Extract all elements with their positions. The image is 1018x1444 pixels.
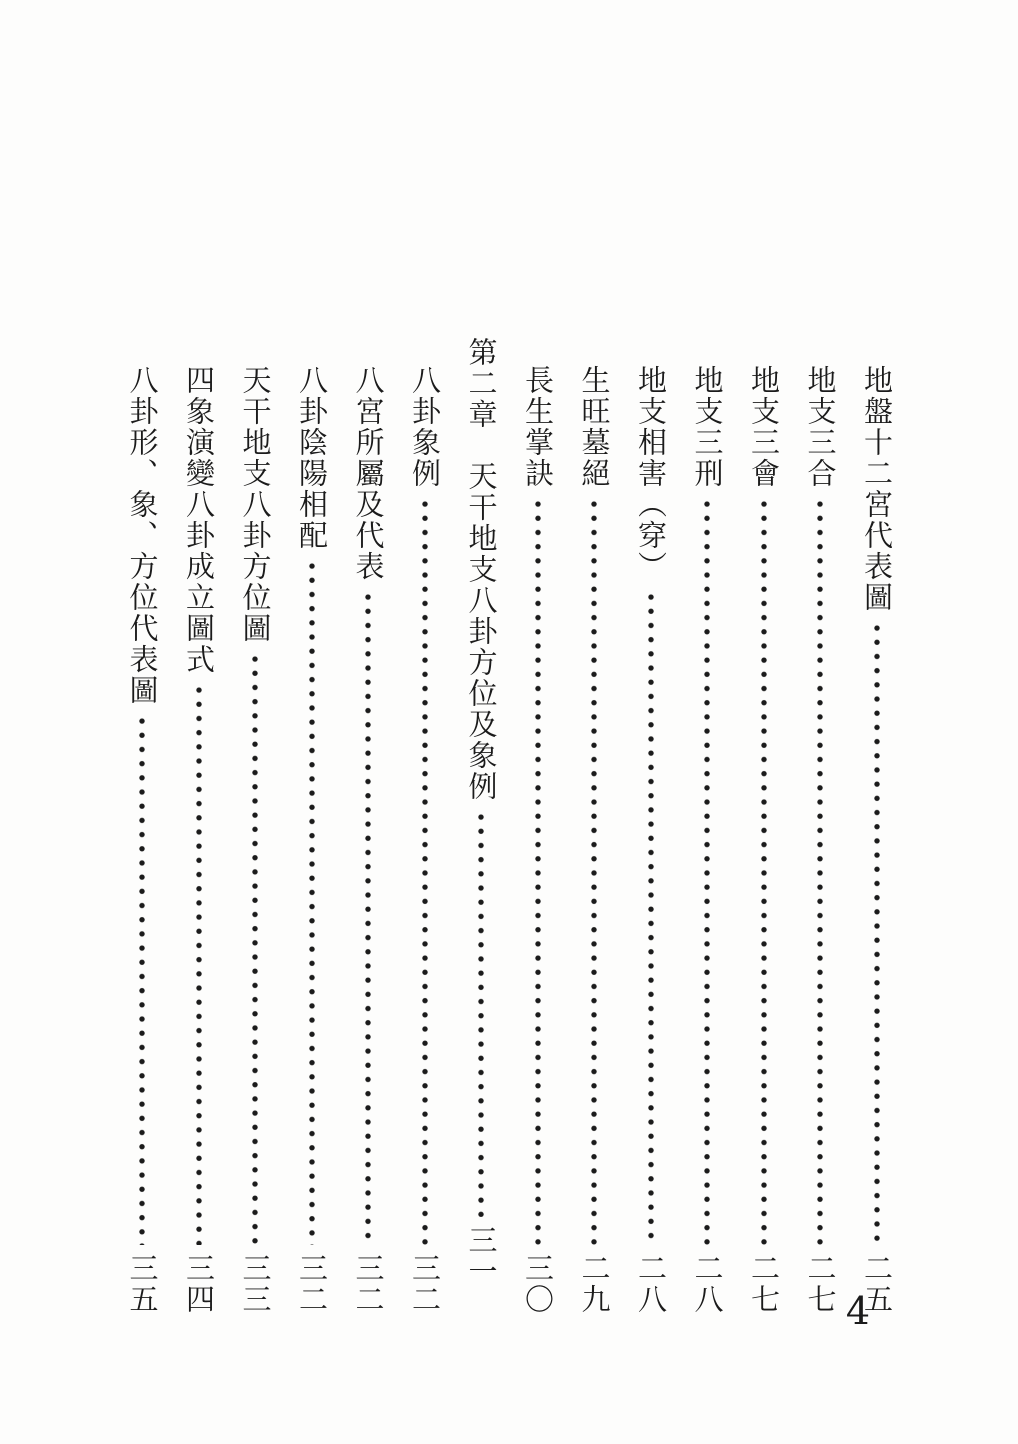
dot-leader bbox=[870, 621, 884, 1245]
dot-leader bbox=[587, 497, 601, 1245]
dot-leader bbox=[418, 497, 432, 1245]
toc-section-entry bbox=[805, 337, 836, 1315]
toc-entry-page-number: 三二 bbox=[351, 1253, 386, 1315]
toc-entry-title: 第二章 天干地支八卦方位及象例 bbox=[464, 337, 499, 802]
toc-entry-title: 地支相害（穿） bbox=[634, 365, 668, 582]
toc-entry-page-number: 三二 bbox=[408, 1253, 442, 1315]
toc-entry-title: 八卦陰陽相配 bbox=[295, 365, 329, 551]
toc-section-entry bbox=[183, 337, 214, 1315]
toc-entry-title: 八宮所屬及代表 bbox=[351, 365, 386, 582]
toc-entry-page-number: 三〇 bbox=[521, 1253, 555, 1315]
toc-entry-page-number: 三五 bbox=[125, 1253, 160, 1315]
dot-leader bbox=[531, 497, 545, 1245]
toc-entry-page-number: 二五 bbox=[860, 1253, 894, 1315]
dot-leader bbox=[305, 559, 319, 1245]
dot-leader bbox=[192, 683, 206, 1245]
toc-section-entry bbox=[522, 337, 553, 1315]
dot-leader bbox=[757, 497, 771, 1245]
toc-entry-title: 天干地支八卦方位圖 bbox=[238, 365, 273, 644]
toc-entry-title: 生旺墓絕 bbox=[577, 365, 612, 489]
toc-entry-title: 長生掌訣 bbox=[521, 365, 555, 489]
dot-leader bbox=[474, 810, 488, 1217]
dot-leader bbox=[644, 590, 658, 1245]
toc-entry-title: 地支三刑 bbox=[690, 365, 725, 489]
toc-section-entry bbox=[861, 337, 892, 1315]
toc-section-entry bbox=[409, 337, 440, 1315]
toc-entry-title: 八卦象例 bbox=[408, 365, 442, 489]
toc-section-entry bbox=[748, 337, 779, 1315]
toc-entry-page-number: 三三 bbox=[238, 1253, 273, 1315]
toc-entry-title: 八卦形、象、方位代表圖 bbox=[125, 365, 160, 706]
dot-leader bbox=[248, 652, 262, 1245]
toc-entry-page-number: 二八 bbox=[634, 1253, 668, 1315]
toc-entry-title: 地支三合 bbox=[803, 365, 838, 489]
toc-section-entry bbox=[635, 337, 666, 1315]
dot-leader bbox=[813, 497, 827, 1245]
toc-entry-page-number: 二八 bbox=[690, 1253, 725, 1315]
toc-entry-title: 地支三會 bbox=[747, 365, 781, 489]
toc-entry-page-number: 二七 bbox=[747, 1253, 781, 1315]
toc-entry-title: 地盤十二宮代表圖 bbox=[860, 365, 894, 613]
toc-entry-title: 四象演變八卦成立圖式 bbox=[182, 365, 216, 675]
toc-entry-page-number: 二七 bbox=[803, 1253, 838, 1315]
dot-leader bbox=[135, 714, 149, 1245]
toc-entry-page-number: 三二 bbox=[295, 1253, 329, 1315]
toc-section-entry bbox=[692, 337, 723, 1315]
toc-section-entry bbox=[579, 337, 610, 1315]
toc-section-entry bbox=[240, 337, 271, 1315]
toc-entry-page-number: 三四 bbox=[182, 1253, 216, 1315]
toc-entry-page-number: 三一 bbox=[464, 1225, 499, 1287]
dot-leader bbox=[700, 497, 714, 1245]
toc-chapter-entry bbox=[466, 337, 497, 1287]
toc-entry-page-number: 二九 bbox=[577, 1253, 612, 1315]
toc-section-entry bbox=[353, 337, 384, 1315]
toc-section-entry bbox=[296, 337, 327, 1315]
dot-leader bbox=[361, 590, 375, 1245]
table-of-contents bbox=[125, 337, 894, 1315]
toc-section-entry bbox=[127, 337, 158, 1315]
folio-page-number: 4 bbox=[845, 1289, 871, 1333]
